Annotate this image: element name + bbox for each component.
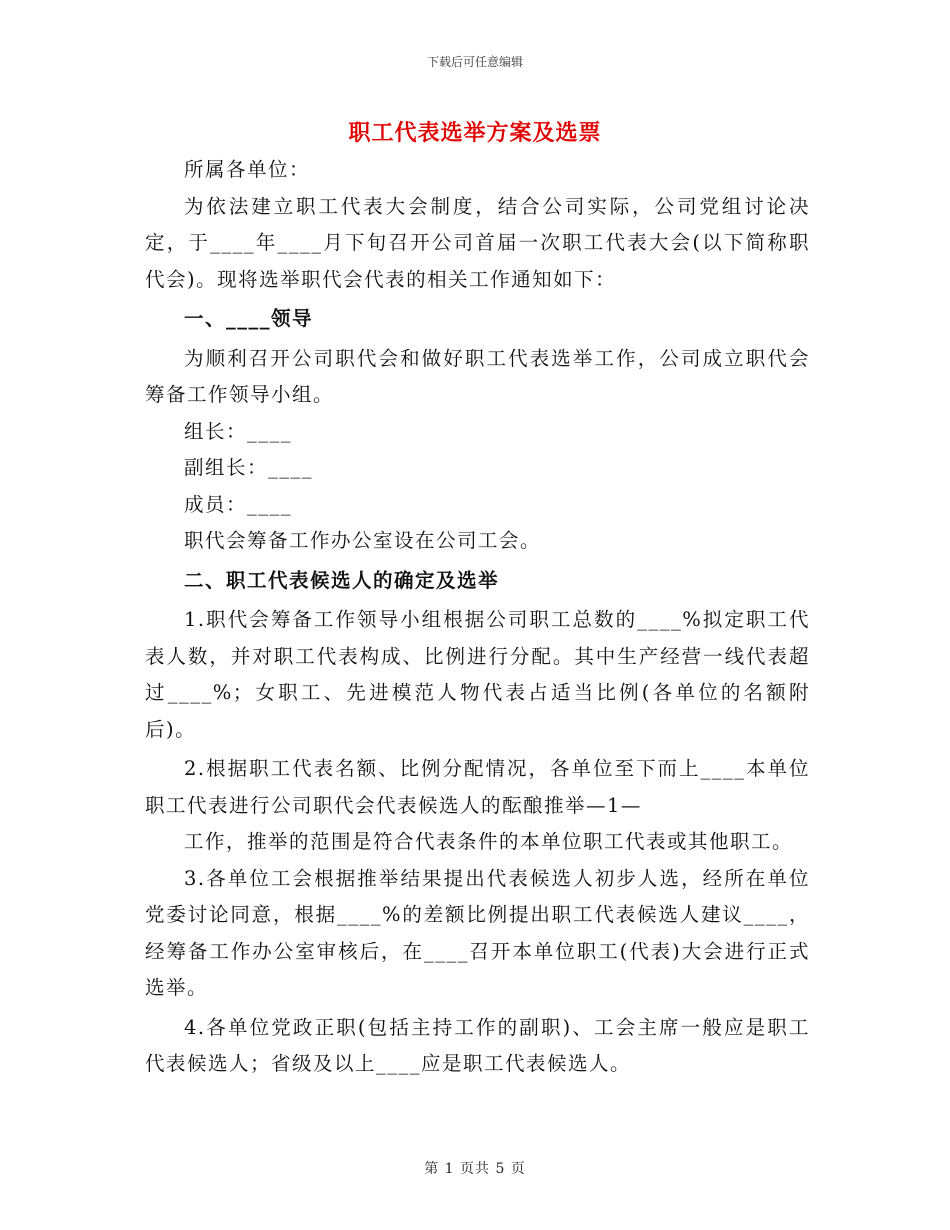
item-2-paragraph: 2.根据职工代表名额、比例分配情况，各单位至下而上____本单位职工代表进行公司职代会代表候选人的酝酿推举—1— [145, 757, 810, 817]
item-2-continued: 工作，推举的范围是符合代表条件的本单位职工代表或其他职工。 [184, 830, 794, 853]
section-heading-2: 二、职工代表候选人的确定及选举 [184, 568, 500, 592]
item-3-paragraph: 3.各单位工会根据推举结果提出代表候选人初步人选，经所在单位党委讨论同意，根据____%的差额比例提出职工代表候选人建议____，经筹备工作办公室审核后，在____召开本单位职工(代表)大会进行正式选举。 [145, 866, 810, 999]
document-body [145, 152, 810, 1083]
deputy-leader-line: 副组长：____ [184, 456, 314, 479]
document-title: 职工代表选举方案及选票 [348, 120, 602, 146]
section-1-paragraph: 为顺利召开公司职代会和做好职工代表选举工作，公司成立职代会筹备工作领导小组。 [145, 346, 810, 406]
header-note: 下载后可任意编辑 [426, 55, 523, 69]
item-1-paragraph: 1.职代会筹备工作领导小组根据公司职工总数的____%拟定职工代表人数，并对职工代表构成、比例进行分配。其中生产经营一线代表超过____%；女职工、先进模范人物代表占适当比例(各单位的名额附后)。 [145, 608, 810, 741]
page-footer: 第 1 页共 5 页 [424, 1161, 526, 1177]
item-4-paragraph: 4.各单位党政正职(包括主持工作的副职)、工会主席一般应是职工代表候选人；省级及以上____应是职工代表候选人。 [145, 1015, 810, 1075]
office-line: 职代会筹备工作办公室设在公司工会。 [184, 529, 542, 552]
members-line: 成员：____ [184, 492, 293, 516]
leader-line: 组长：____ [184, 419, 293, 443]
intro-paragraph: 为依法建立职工代表大会制度，结合公司实际，公司党组讨论决定，于____年____月下旬召开公司首届一次职工代表大会(以下简称职代会)。现将选举职代会代表的相关工作通知如下： [145, 194, 810, 291]
section-heading-1: 一、____领导 [184, 307, 314, 330]
salutation: 所属各单位： [184, 158, 311, 181]
